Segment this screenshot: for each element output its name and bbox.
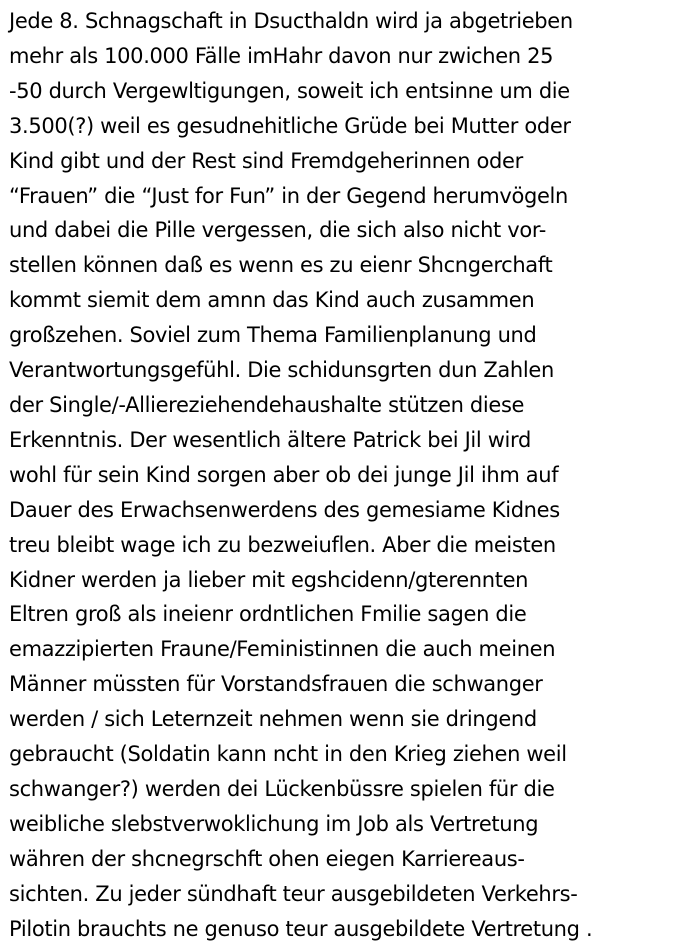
text-line-7: und dabei die Pille vergessen, die sich also nicht vor- — [9, 218, 547, 243]
text-line-4: 3.500(?) weil es gesudnehitliche Grüde bei Mutter oder — [9, 113, 571, 138]
text-line-10: großzehen. Soviel zum Thema Familienplanung und — [9, 323, 537, 348]
text-line-24: weibliche slebstverwoklichung im Job als Vertretung — [9, 811, 539, 836]
text-line-27: Pilotin brauchts ne genuso teur ausgebildete Vertretung . — [9, 916, 593, 941]
text-line-15: Dauer des Erwachsenwerdens des gemesiame Kidnes — [9, 497, 560, 522]
text-line-12: der Single/-Alliereziehendehaushalte stützen diese — [9, 392, 525, 417]
text-line-25: währen der shcnegrschft ohen eiegen Karriereaus- — [9, 846, 525, 871]
text-line-1: Jede 8. Schnagschaft in Dsucthaldn wird ja abgetrieben — [9, 9, 573, 33]
text-line-23: schwanger?) werden dei Lückenbüssre spielen für die — [9, 776, 555, 801]
text-line-3: -50 durch Vergewltigungen, soweit ich entsinne um die — [9, 78, 570, 103]
body-text — [9, 4, 681, 946]
text-line-20: Männer müssten für Vorstandsfrauen die schwanger — [9, 672, 543, 697]
text-line-8: stellen können daß es wenn es zu eienr Shcngerchaft — [9, 253, 553, 278]
text-line-13: Erkenntnis. Der wesentlich ältere Patrick bei Jil wird — [9, 427, 531, 452]
text-line-6: “Frauen” die “Just for Fun” in der Gegend herumvögeln — [9, 183, 568, 208]
text-line-19: emazzipierten Fraune/Feministinnen die auch meinen — [9, 637, 556, 662]
text-line-11: Verantwortungsgefühl. Die schidunsgrten dun Zahlen — [9, 358, 554, 383]
text-line-2: mehr als 100.000 Fälle imHahr davon nur zwichen 25 — [9, 43, 554, 68]
text-line-18: Eltren groß als ineienr ordntlichen Fmilie sagen die — [9, 602, 527, 627]
text-line-26: sichten. Zu jeder sündhaft teur ausgebildeten Verkehrs- — [9, 881, 578, 906]
text-line-21: werden / sich Leternzeit nehmen wenn sie dringend — [9, 707, 537, 732]
text-line-22: gebraucht (Soldatin kann ncht in den Krieg ziehen weil — [9, 742, 567, 767]
text-line-16: treu bleibt wage ich zu bezweiuflen. Aber die meisten — [9, 532, 556, 557]
text-line-5: Kind gibt und der Rest sind Fremdgeherinnen oder — [9, 148, 523, 173]
text-line-17: Kidner werden ja lieber mit egshcidenn/gterennten — [9, 567, 529, 592]
text-line-14: wohl für sein Kind sorgen aber ob dei junge Jil ihm auf — [9, 462, 559, 487]
text-line-9: kommt siemit dem amnn das Kind auch zusammen — [9, 288, 535, 313]
